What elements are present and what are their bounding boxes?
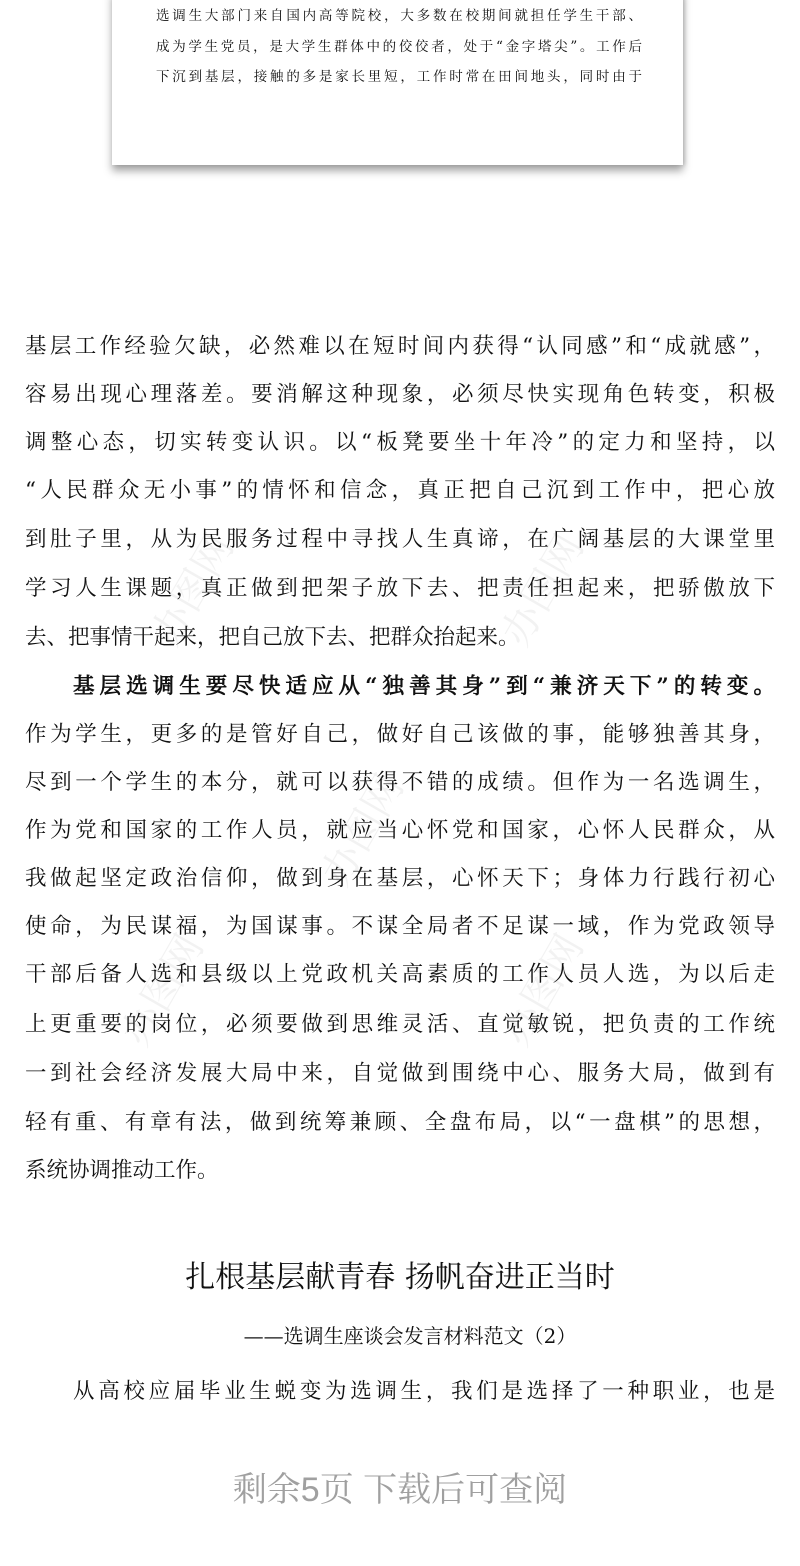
body-text-line: 干部后备人选和县级以上党政机关高素质的工作人员人选，为以后走 [25, 962, 775, 987]
body-text-line: 去、把事情干起来，把自己放下去、把群众抬起来。 [25, 625, 520, 650]
section-first-line: 从高校应届毕业生蜕变为选调生，我们是选择了一种职业，也是 [73, 1379, 775, 1404]
body-text-line: 使命，为民谋福，为国谋事。不谋全局者不足谋一域，作为党政领导 [25, 914, 775, 939]
section-title: 扎根基层献青春 扬帆奋进正当时 [185, 1260, 615, 1295]
watermark: 办图网 [143, 526, 243, 654]
watermark: 办图网 [113, 926, 213, 1054]
paragraph-heading-line: 基层选调生要尽快适应从“独善其身”到“兼济天下”的转变。 [73, 674, 775, 699]
section-subtitle: ——选调生座谈会发言材料范文（2） [243, 1324, 577, 1348]
body-text-line: 尽到一个学生的本分，就可以获得不错的成绩。但作为一名选调生， [25, 770, 775, 795]
body-text-line: 作为学生，更多的是管好自己，做好自己该做的事，能够独善其身， [25, 722, 775, 747]
watermark: 办图网 [493, 926, 593, 1054]
body-text-line: 轻有重、有章有法，做到统筹兼顾、全盘布局，以“一盘棋”的思想， [25, 1110, 775, 1135]
card-text-line: 下沉到基层，接触的多是家长里短，工作时常在田间地头，同时由于 [156, 69, 642, 85]
card-text-line: 选调生大部门来自国内高等院校，大多数在校期间就担任学生干部、 [156, 8, 642, 24]
body-text-line: 上更重要的岗位，必须要做到思维灵活、直觉敏锐，把负责的工作统 [25, 1012, 775, 1037]
body-text-line: 基层工作经验欠缺，必然难以在短时间内获得“认同感”和“成就感”， [25, 334, 775, 359]
card-text-line: 成为学生党员，是大学生群体中的佼佼者，处于“金字塔尖”。工作后 [156, 39, 642, 55]
body-text-line: 系统协调推动工作。 [25, 1158, 219, 1183]
body-text-line: 一到社会经济发展大局中来，自觉做到围绕中心、服务大局，做到有 [25, 1061, 775, 1086]
body-text-line: 学习人生课题，真正做到把架子放下去、把责任担起来，把骄傲放下 [25, 576, 775, 601]
watermark: 办图网 [313, 766, 413, 894]
preview-page-card [112, 0, 683, 165]
body-text-line: 到肚子里，从为民服务过程中寻找人生真谛，在广阔基层的大课堂里 [25, 527, 775, 552]
body-text-line: 我做起坚定政治信仰，做到身在基层，心怀天下；身体力行践行初心 [25, 866, 775, 891]
body-text-line: 容易出现心理落差。要消解这种现象，必须尽快实现角色转变，积极 [25, 382, 775, 407]
watermark: 办图网 [493, 526, 593, 654]
body-text-line: 调整心态，切实转变认识。以“板凳要坐十年冷”的定力和坚持，以 [25, 430, 775, 455]
body-text-line: 作为党和国家的工作人员，就应当心怀党和国家，心怀人民群众，从 [25, 818, 775, 843]
body-text-line: “人民群众无小事”的情怀和信念，真正把自己沉到工作中，把心放 [25, 478, 775, 503]
remaining-pages-download-prompt[interactable]: 剩余5页 下载后可查阅 [232, 1471, 568, 1509]
